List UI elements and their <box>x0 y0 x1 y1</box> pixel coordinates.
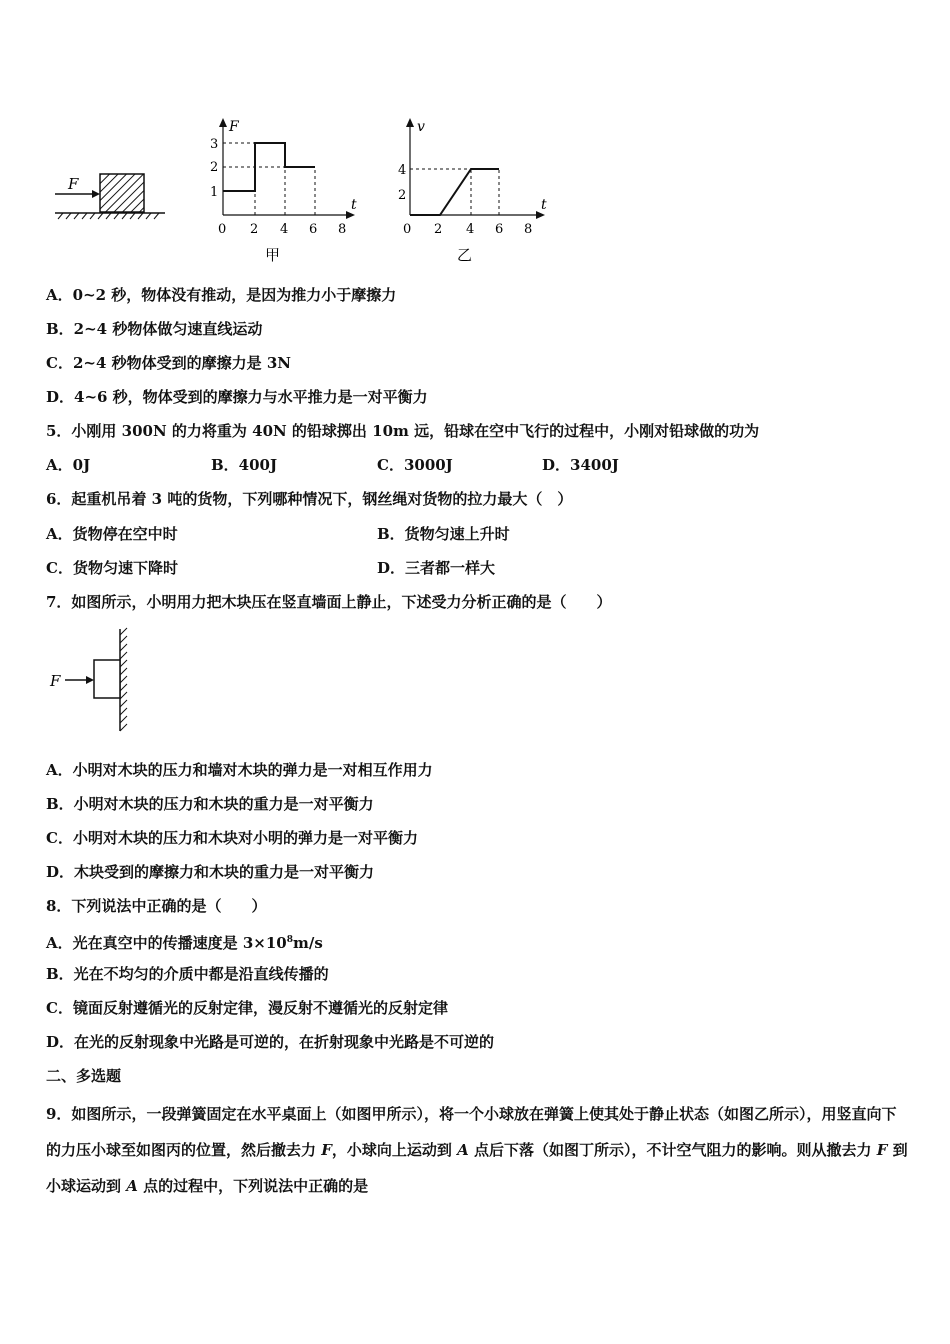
jia-y-tick: 3 <box>210 137 219 152</box>
jia-y-tick: 2 <box>210 160 219 175</box>
q5-option-d: D．3400J <box>542 456 619 474</box>
q8-option-a-exponent: 8 <box>286 935 294 945</box>
q5-option-a: A．0J <box>46 456 91 474</box>
q4-option-a: A．0~2 秒，物体没有推动，是因为推力小于摩擦力 <box>46 286 397 304</box>
yi-x-tick: 0 <box>403 222 412 237</box>
wooden-block <box>94 660 120 698</box>
jia-x-axis-label: t <box>351 197 357 213</box>
q8-option-c: C．镜面反射遵循光的反射定律，漫反射不遵循光的反射定律 <box>46 999 448 1017</box>
q8-option-a-suffix: m/s <box>293 934 323 952</box>
yi-y-tick: 2 <box>398 188 407 203</box>
q5-option-b: B．400J <box>211 456 278 474</box>
q8-stem: 8．下列说法中正确的是（ ） <box>46 897 267 915</box>
q7-stem: 7．如图所示，小明用力把木块压在竖直墙面上静止，下述受力分析正确的是（ ） <box>46 593 612 611</box>
q8-option-d: D．在光的反射现象中光路是可逆的，在折射现象中光路是不可逆的 <box>46 1033 495 1051</box>
q4-option-b: B．2~4 秒物体做匀速直线运动 <box>46 320 263 338</box>
q9-text-4: 到小球运动到 <box>46 1141 908 1195</box>
q9-stem <box>46 1096 908 1204</box>
q6-option-b: B．货物匀速上升时 <box>377 525 510 543</box>
graph-jia <box>205 115 365 265</box>
jia-x-tick: 4 <box>280 222 289 237</box>
jia-caption: 甲 <box>265 246 281 264</box>
block-figure <box>50 165 175 225</box>
yi-y-axis-label: v <box>417 119 425 135</box>
q8-option-b: B．光在不均匀的介质中都是沿直线传播的 <box>46 965 329 983</box>
force-label: F <box>68 175 79 193</box>
jia-x-tick: 2 <box>250 222 259 237</box>
q7-option-c: C．小明对木块的压力和木块对小明的弹力是一对平衡力 <box>46 829 418 847</box>
q6-option-c: C．货物匀速下降时 <box>46 559 178 577</box>
q9-text-2: ，小球向上运动到 <box>331 1141 458 1159</box>
yi-x-tick: 6 <box>495 222 504 237</box>
jia-y-tick: 1 <box>210 185 219 200</box>
wall-hatch <box>120 628 127 731</box>
yi-x-axis-label: t <box>541 197 547 213</box>
q7-option-a: A．小明对木块的压力和墙对木块的弹力是一对相互作用力 <box>46 761 433 779</box>
q9-text-5: 点的过程中，下列说法中正确的是 <box>137 1177 369 1195</box>
block <box>100 174 144 212</box>
ground-hatch <box>58 213 159 219</box>
q7-option-d: D．木块受到的摩擦力和木块的重力是一对平衡力 <box>46 863 375 881</box>
section-heading: 二、多选题 <box>46 1067 122 1085</box>
q7-option-b: B．小明对木块的压力和木块的重力是一对平衡力 <box>46 795 374 813</box>
yi-velocity-curve <box>410 169 499 215</box>
press-arrowhead <box>86 676 94 684</box>
graph-yi <box>395 115 555 265</box>
jia-y-axis-label: F <box>229 119 239 135</box>
q6-stem: 6．起重机吊着 3 吨的货物，下列哪种情况下，钢丝绳对货物的拉力最大（ ） <box>46 490 573 508</box>
q9-var-a: A <box>126 1177 138 1195</box>
jia-y-arrowhead <box>219 118 227 127</box>
q8-option-a <box>46 930 323 953</box>
yi-y-arrowhead <box>406 118 414 127</box>
q9-var-a: A <box>457 1141 469 1159</box>
jia-x-tick: 8 <box>338 222 347 237</box>
jia-x-tick: 6 <box>309 222 318 237</box>
q9-text-3: 点后下落（如图丁所示），不计空气阻力的影响。则从撤去力 <box>468 1141 877 1159</box>
wall-block-figure <box>45 625 145 735</box>
force-arrowhead <box>92 190 100 198</box>
q8-option-a-prefix: A．光在真空中的传播速度是 3×10 <box>46 934 287 952</box>
yi-x-tick: 4 <box>466 222 475 237</box>
press-force-label: F <box>50 672 61 690</box>
q4-option-d: D．4~6 秒，物体受到的摩擦力与水平推力是一对平衡力 <box>46 388 428 406</box>
q9-var-f: F <box>321 1141 332 1159</box>
yi-x-tick: 2 <box>434 222 443 237</box>
q4-option-c: C．2~4 秒物体受到的摩擦力是 3N <box>46 354 291 372</box>
q6-option-d: D．三者都一样大 <box>377 559 496 577</box>
q6-option-a: A．货物停在空中时 <box>46 525 178 543</box>
jia-dashed-guides <box>223 143 315 215</box>
yi-x-tick: 8 <box>524 222 533 237</box>
yi-y-tick: 4 <box>398 163 407 178</box>
q5-stem: 5．小刚用 300N 的力将重为 40N 的铅球掷出 10m 远，铅球在空中飞行的过程中，小刚对铅球做的功为 <box>46 422 760 440</box>
q9-text-1: 9．如图所示，一段弹簧固定在水平桌面上（如图甲所示），将一个小球放在弹簧上使其处于静止状态（如图乙所示），用竖直向下的力压小球至如图丙的位置，然后撤去力 <box>46 1105 897 1159</box>
yi-caption: 乙 <box>457 246 473 264</box>
q5-option-c: C．3000J <box>377 456 453 474</box>
q9-var-f: F <box>876 1141 888 1159</box>
jia-x-tick: 0 <box>218 222 227 237</box>
